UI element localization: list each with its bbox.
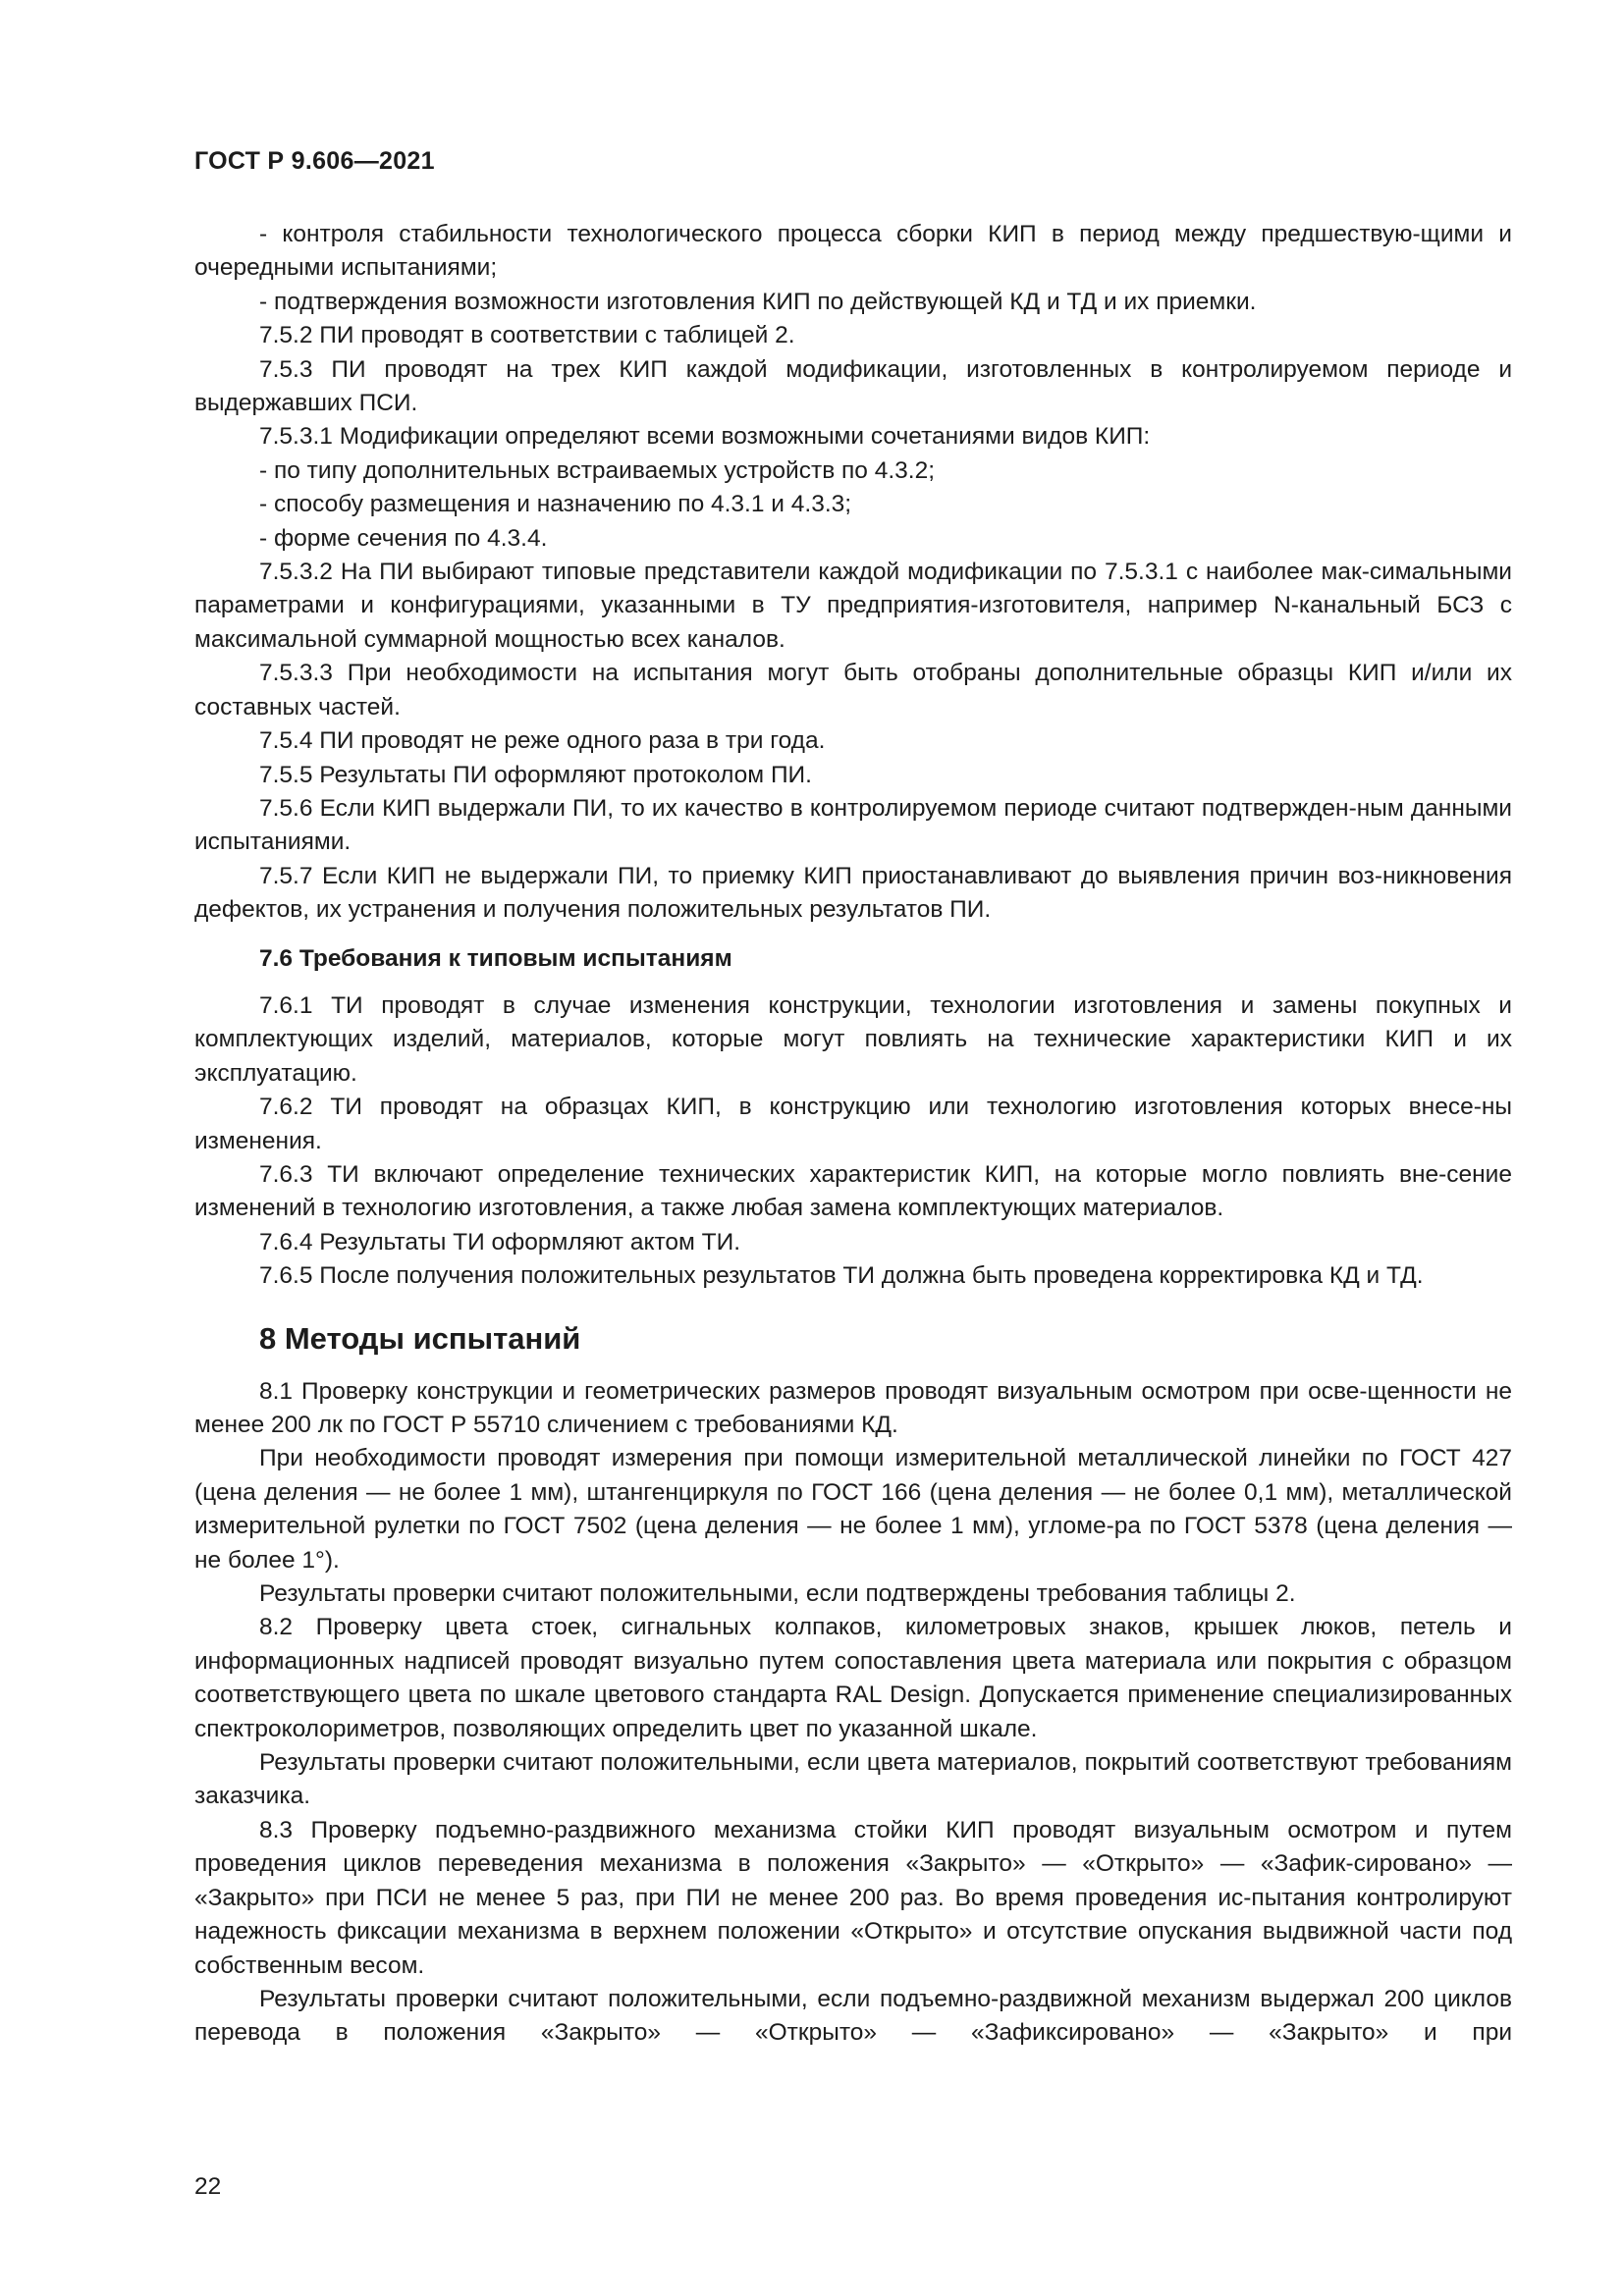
paragraph: 8.2 Проверку цвета стоек, сигнальных колпаков, километровых знаков, крышек люков, петель и информационных надписей проводят визуально путем сопоставления цвета материала или покрытия с образцом соответствующего цвета по шкале цветового стандарта RAL Design. Допускается применение специализированных спектроколориметров, позволяющих определить цвет по указанной шкале. [194,1614,1512,1742]
paragraph: 7.5.3.1 Модификации определяют всеми возможными сочетаниями видов КИП: [259,423,1151,451]
paragraph: - способу размещения и назначению по 4.3.1 и 4.3.3; [259,491,852,518]
paragraph: 7.6.1 ТИ проводят в случае изменения конструкции, технологии изготовления и замены покупных и комплектующих изделий, материалов, которые могут повлиять на технические характеристики КИП и их эксплуатацию. [194,991,1512,1087]
paragraph: - подтверждения возможности изготовления КИП по действующей КД и ТД и их приемки. [259,288,1257,315]
paragraph: - контроля стабильности технологического процесса сборки КИП в период между предшествую-щими и очередными испытаниями; [194,221,1512,282]
paragraph: 7.6.3 ТИ включают определение технических характеристик КИП, на которые могло повлиять вне-сение изменений в технологию изготовления, а также любая замена комплектующих материалов. [194,1160,1512,1222]
paragraph: 7.5.7 Если КИП не выдержали ПИ, то приемку КИП приостанавливают до выявления причин воз-никновения дефектов, их устранения и получения положительных результатов ПИ. [194,862,1512,924]
paragraph: 8.3 Проверку подъемно-раздвижного механизма стойки КИП проводят визуальным осмотром и путем проведения циклов переведения механизма в положения «Закрыто» — «Открыто» — «Зафик-сировано» — «Закрыто» при ПСИ не менее 5 раз, при ПИ не менее 200 раз. Во время проведения ис-пытания контролируют надежность фиксации механизма в верхнем положении «Открыто» и отсутствие опускания выдвижной части под собственным весом. [194,1816,1512,1979]
page-content [194,218,1512,2051]
section-8-paragraphs [194,1375,1512,2051]
paragraph: При необходимости проводят измерения при помощи измерительной металлической линейки по ГОСТ 427 (цена деления — не более 1 мм), штангенциркуля по ГОСТ 166 (цена деления — не более 0,1 мм), металлической измерительной рулетки по ГОСТ 7502 (цена деления — не более 1 мм), угломе-ра по ГОСТ 5378 (цена деления — не более 1°). [194,1445,1512,1574]
subsection-heading-7-6: 7.6 Требования к типовым испытаниям [259,944,732,972]
paragraph: Результаты проверки считают положительными, если подтверждены требования таблицы 2. [259,1580,1296,1608]
paragraph: 7.5.3.2 На ПИ выбирают типовые представители каждой модификации по 7.5.3.1 с наиболее мак-симальными параметрами и конфигурациями, указанными в ТУ предприятия-изготовителя, например N-канальный БСЗ с максимальной суммарной мощностью всех каналов. [194,559,1512,653]
section-7-6-paragraphs [194,989,1512,1294]
section-heading-8: 8 Методы испытаний [259,1320,581,1356]
section-7-5-paragraphs [194,218,1512,928]
page-number: 22 [194,2173,222,2200]
paragraph: - форме сечения по 4.3.4. [259,524,548,552]
paragraph: 7.5.3 ПИ проводят на трех КИП каждой модификации, изготовленных в контролируемом периоде и выдержавших ПСИ. [194,355,1512,417]
paragraph: 7.5.3.3 При необходимости на испытания могут быть отобраны дополнительные образцы КИП и/или их составных частей. [194,660,1512,721]
paragraph: 7.6.5 После получения положительных результатов ТИ должна быть проведена корректировка КД и ТД. [259,1262,1424,1290]
paragraph: 7.6.2 ТИ проводят на образцах КИП, в конструкцию или технологию изготовления которых внесе-ны изменения. [194,1094,1512,1154]
paragraph: 7.5.4 ПИ проводят не реже одного раза в три года. [259,727,826,755]
paragraph: Результаты проверки считают положительными, если подъемно-раздвижной механизм выдержал 200 циклов перевода в положения «Закрыто» — «Открыто» — «Зафиксировано» — «Закрыто» и при [194,1985,1512,2047]
paragraph: 7.5.5 Результаты ПИ оформляют протоколом ПИ. [259,761,812,788]
paragraph: 7.5.6 Если КИП выдержали ПИ, то их качество в контролируемом периоде считают подтвержден-ным данными испытаниями. [194,794,1512,856]
paragraph: Результаты проверки считают положительными, если цвета материалов, покрытий соответствуют требованиям заказчика. [194,1749,1512,1810]
paragraph: 8.1 Проверку конструкции и геометрических размеров проводят визуальным осмотром при осве-щенности не менее 200 лк по ГОСТ Р 55710 сличением с требованиями КД. [194,1377,1512,1438]
paragraph: 7.5.2 ПИ проводят в соответствии с таблицей 2. [259,322,795,349]
paragraph: - по типу дополнительных встраиваемых устройств по 4.3.2; [259,456,936,484]
paragraph: 7.6.4 Результаты ТИ оформляют актом ТИ. [259,1228,741,1255]
document-header: ГОСТ Р 9.606—2021 [194,147,435,175]
